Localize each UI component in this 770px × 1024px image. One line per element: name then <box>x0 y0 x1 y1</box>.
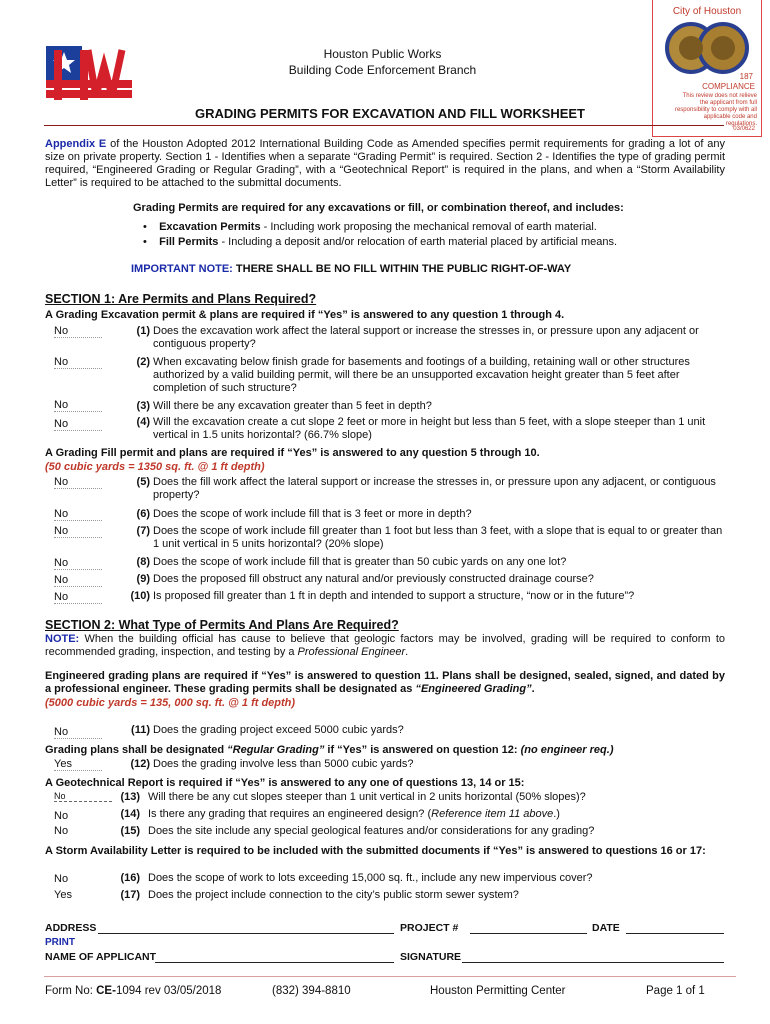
title-divider <box>44 125 724 126</box>
answer-q7[interactable]: No <box>54 525 102 538</box>
stamp-text: This review does not relieve the applicant from full responsibility to comply with all applicable code and regulations. <box>674 93 757 127</box>
question-text: Does the scope of work include fill greater than 1 foot but less than 3 feet, with a slope that is equal to or greater than 1 unit vertical in 5 units horizontal? (20% slope) <box>153 525 723 550</box>
answer-q11[interactable]: No <box>54 726 102 739</box>
name-field[interactable] <box>155 950 394 963</box>
fill-heading: A Grading Fill permit and plans are required if “Yes” is answered to any question 5 through 10. <box>45 447 540 459</box>
question-number: (10) <box>130 590 150 602</box>
intro-lead: Appendix E <box>45 138 107 150</box>
answer-q3[interactable]: No <box>54 399 102 412</box>
fill-note: (50 cubic yards = 1350 sq. ft. @ 1 ft depth) <box>45 461 265 473</box>
name-label: NAME OF APPLICANT <box>45 951 157 963</box>
reg-heading-b: if “Yes” is answered on question 12: <box>324 744 521 756</box>
footer-center: Houston Permitting Center <box>430 985 566 997</box>
regular-heading <box>45 744 613 756</box>
note-text: When the building official has cause to believe that geologic factors may be involved, grading will be required to conform to recommended grading, inspection, and testing by a <box>45 633 725 658</box>
question-number: (7) <box>136 525 150 537</box>
question-text: Will there be any cut slopes steeper than 1 unit vertical in 2 units horizontal (50% slopes)? <box>148 791 586 803</box>
eng-end: . <box>531 683 535 695</box>
address-field[interactable] <box>98 921 394 934</box>
question-text <box>148 808 725 821</box>
approval-stamp <box>652 0 762 137</box>
footer-divider <box>44 976 736 977</box>
answer-q15[interactable]: No <box>54 825 69 837</box>
question-text: Does the grading involve less than 5000 cubic yards? <box>153 758 414 770</box>
excavation-heading: A Grading Excavation permit & plans are required if “Yes” is answered to any question 1 through 4. <box>45 309 565 321</box>
document-title: GRADING PERMITS FOR EXCAVATION AND FILL WORKSHEET <box>195 106 585 121</box>
engineered-heading <box>45 670 725 696</box>
intro-paragraph <box>45 138 725 190</box>
includes-item-desc: - Including work proposing the mechanical removal of earth material. <box>260 221 597 233</box>
note-label: NOTE: <box>45 633 80 645</box>
date-field[interactable] <box>626 921 724 934</box>
answer-q6[interactable]: No <box>54 508 102 521</box>
question-number: (2) <box>136 356 150 368</box>
question-text: When excavating below finish grade for basements and footings of a building, retaining wall or other structures authorized by a valid building permit, will there be an unsupported excavation height greater than 5 feet after completion of such structure? <box>153 356 690 394</box>
answer-q4[interactable]: No <box>54 418 102 431</box>
form-no: CE- <box>96 985 116 997</box>
q14-italic: Reference item 11 above <box>431 808 554 820</box>
header-line-1: Houston Public Works <box>323 47 442 61</box>
stamp-code-fragment: 187 <box>739 72 753 81</box>
question-number: (16) <box>120 872 140 884</box>
question-text: Does the scope of work include fill that is 3 feet or more in depth? <box>153 508 472 520</box>
question-number: (1) <box>136 325 150 337</box>
header-line-2: Building Code Enforcement Branch <box>288 63 477 77</box>
q14-end: .) <box>553 808 560 820</box>
important-text: THERE SHALL BE NO FILL WITHIN THE PUBLIC RIGHT-OF-WAY <box>232 263 572 275</box>
answer-q16[interactable]: No <box>54 873 69 885</box>
storm-heading: A Storm Availability Letter is required to be included with the submitted documents if “Yes” is answered to questions 16 or 17: <box>45 845 706 857</box>
note-end: . <box>405 646 409 658</box>
hpw-logo <box>46 46 132 104</box>
project-field[interactable] <box>470 921 587 934</box>
includes-item-term: Excavation Permits <box>159 221 261 233</box>
includes-item-desc: - Including a deposit and/or relocation of earth material placed by artificial means. <box>218 236 618 248</box>
question-text: Will there be any excavation greater than 5 feet in depth? <box>153 400 432 412</box>
stamp-date: 03/0622 <box>733 126 755 132</box>
question-text: Does the excavation work affect the lateral support or increase the stresses in, or pressure upon any adjacent or contiguous property? <box>153 325 699 350</box>
answer-q1[interactable]: No <box>54 325 102 338</box>
reg-italic: “Regular Grading” <box>227 744 325 756</box>
reg-heading-a: Grading plans shall be designated <box>45 744 228 756</box>
section-1-title: SECTION 1: Are Permits and Plans Required? <box>45 292 317 306</box>
address-label: ADDRESS <box>45 922 97 934</box>
question-number: (8) <box>136 556 150 568</box>
project-label: PROJECT # <box>400 922 459 934</box>
answer-q2[interactable]: No <box>54 356 102 369</box>
engineered-note: (5000 cubic yards = 135, 000 sq. ft. @ 1 ft depth) <box>45 697 296 709</box>
section-2-note <box>45 633 725 659</box>
print-label: PRINT <box>45 937 75 948</box>
question-number: (9) <box>136 573 150 585</box>
signature-field[interactable] <box>462 950 724 963</box>
q14-text: Is there any grading that requires an engineered design? ( <box>148 808 432 820</box>
question-number: (17) <box>120 889 140 901</box>
section-2-title: SECTION 2: What Type of Permits And Plans Are Required? <box>45 618 399 632</box>
question-text: Does the proposed fill obstruct any natural and/or previously constructed drainage course? <box>153 573 594 585</box>
includes-item-fill: • Fill Permits - Including a deposit and/or relocation of earth material placed by artificial means. <box>143 236 618 248</box>
question-text: Does the scope of work include fill that is greater than 50 cubic yards on any one lot? <box>153 556 567 568</box>
question-text: Will the excavation create a cut slope 2 feet or more in height but less than 5 feet, with a slope steeper than 1 unit vertical in 1.5 units horizontal? (66.7% slope) <box>153 416 706 441</box>
geotechnical-heading: A Geotechnical Report is required if “Yes” is answered to any one of questions 13, 14 or 15: <box>45 777 525 789</box>
form-rest: 1094 rev 03/05/2018 <box>115 985 222 997</box>
answer-q10[interactable]: No <box>54 591 102 604</box>
reg-note: (no engineer req.) <box>520 744 614 756</box>
question-text: Does the site include any special geological features and/or considerations for any grading? <box>148 825 595 837</box>
form-number <box>45 985 221 997</box>
answer-q12[interactable]: Yes <box>54 758 102 771</box>
question-number: (13) <box>120 791 140 803</box>
form-label: Form No: <box>45 985 97 997</box>
answer-q5[interactable]: No <box>54 476 102 489</box>
question-number: (5) <box>136 476 150 488</box>
stamp-compliance: COMPLIANCE <box>702 82 755 91</box>
answer-q17[interactable]: Yes <box>54 889 72 901</box>
question-number: (11) <box>131 724 150 736</box>
eng-heading-text: Engineered grading plans are required if “Yes” is answered to question 11. Plans shall be designed, sealed, signed, and dated by a professional engineer. These grading permits shall be designated as <box>45 670 725 695</box>
question-number: (14) <box>120 808 140 820</box>
answer-q14[interactable]: No <box>54 810 69 822</box>
intro-body: of the Houston Adopted 2012 International Building Code as Amended specifies permit requirements for grading a lot of any size on private property. Section 1 - Identifies when a separate “Grading Permit” is required. Section 2 - Identifies the type of grading permit required, “Engineered Grading or Regular Grading”, with a “Geotechnical Report” is required in the plans, and when a “Storm Availability Letter” is required to be attached to the submittal documents. <box>45 138 725 189</box>
answer-q13[interactable]: No <box>54 791 112 802</box>
page-number: Page 1 of 1 <box>646 985 705 997</box>
note-italic: Professional Engineer <box>297 646 406 658</box>
footer-phone: (832) 394-8810 <box>272 985 351 997</box>
answer-q9[interactable]: No <box>54 574 102 587</box>
question-text: Does the grading project exceed 5000 cubic yards? <box>153 724 404 736</box>
question-text: Is proposed fill greater than 1 ft in depth and intended to support a structure, “now or in the future”? <box>153 590 635 602</box>
question-text: Does the project include connection to the city’s public storm sewer system? <box>148 889 519 901</box>
answer-q8[interactable]: No <box>54 557 102 570</box>
question-number: (6) <box>136 508 150 520</box>
includes-item-term: Fill Permits <box>159 236 219 248</box>
important-note <box>131 263 571 275</box>
question-number: (3) <box>136 400 150 412</box>
signature-label: SIGNATURE <box>400 951 462 963</box>
question-text: Does the scope of work to lots exceeding 15,000 sq. ft., include any new impervious cover? <box>148 872 593 884</box>
question-number: (4) <box>136 416 150 428</box>
question-number: (12) <box>130 758 150 770</box>
eng-italic: “Engineered Grading” <box>415 683 532 695</box>
date-label: DATE <box>592 922 620 934</box>
important-label: IMPORTANT NOTE: <box>131 263 233 275</box>
question-number: (15) <box>120 825 140 837</box>
includes-item-excavation: • Excavation Permits - Including work proposing the mechanical removal of earth material. <box>143 221 597 233</box>
city-seal-icon <box>665 20 749 76</box>
question-text: Does the fill work affect the lateral support or increase the stresses in, or pressure upon any adjacent, or contiguous property? <box>153 476 716 501</box>
stamp-city: City of Houston <box>672 6 742 17</box>
includes-heading: Grading Permits are required for any excavations or fill, or combination thereof, and includes: <box>133 202 624 214</box>
